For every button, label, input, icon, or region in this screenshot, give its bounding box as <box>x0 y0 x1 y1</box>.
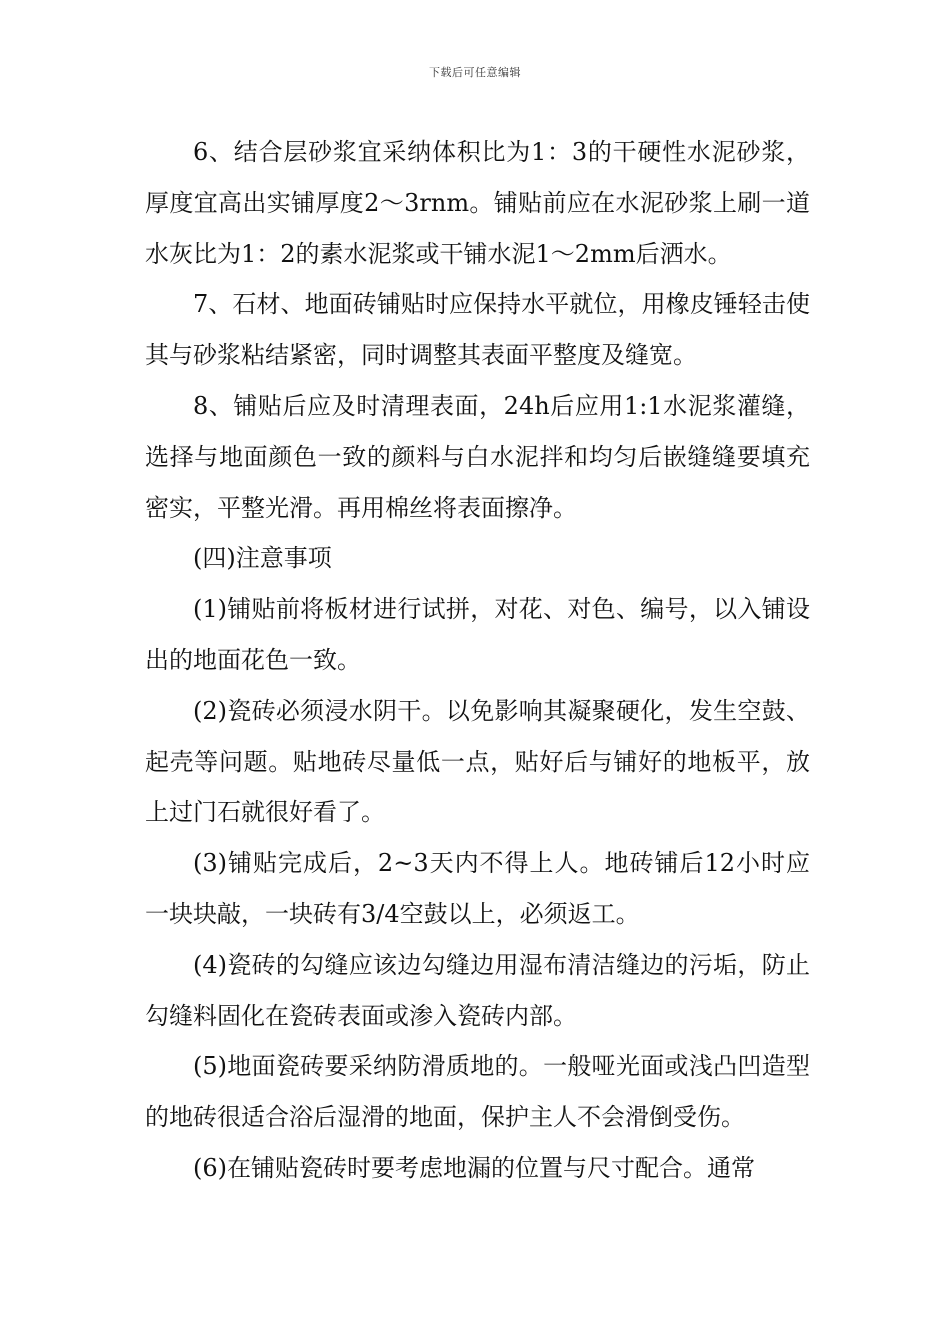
paragraph-8-cleaning-grouting: 8、铺贴后应及时清理表面，24h后应用1:1水泥浆灌缝，选择与地面颜色一致的颜料与白水泥拌和均匀后嵌缝缝要填充密实，平整光滑。再用棉丝将表面擦净。 <box>145 391 810 522</box>
precaution-3: (3)铺贴完成后，2~3天内不得上人。地砖铺后12小时应一块块敲，一块砖有3/4空鼓以上，必须返工。 <box>145 849 810 928</box>
paragraph-7-tile-laying: 7、石材、地面砖铺贴时应保持水平就位，用橡皮锤轻击使其与砂浆粘结紧密，同时调整其表面平整度及缝宽。 <box>145 290 810 370</box>
paragraph-6-mortar: 6、结合层砂浆宜采纳体积比为1：3的干硬性水泥砂浆，厚度宜高出实铺厚度2～3rnm。铺贴前应在水泥砂浆上刷一道水灰比为1：2的素水泥浆或干铺水泥1～2mm后洒水。 <box>145 138 810 268</box>
precaution-5: (5)地面瓷砖要采纳防滑质地的。一般哑光面或浅凸凹造型的地砖很适合浴后湿滑的地面，保护主人不会滑倒受伤。 <box>145 1052 810 1132</box>
section-heading-precautions: (四)注意事项 <box>193 544 332 573</box>
precaution-6: (6)在铺贴瓷砖时要考虑地漏的位置与尺寸配合。通常 <box>193 1153 755 1182</box>
page-header: 下载后可任意编辑 <box>429 66 521 79</box>
precaution-2: (2)瓷砖必须浸水阴干。以免影响其凝聚硬化，发生空鼓、起壳等问题。贴地砖尽量低一点，贴好后与铺好的地板平，放上过门石就很好看了。 <box>145 696 810 827</box>
document-body <box>145 127 810 1194</box>
precaution-4: (4)瓷砖的勾缝应该边勾缝边用湿布清洁缝边的污垢，防止勾缝料固化在瓷砖表面或渗入瓷砖内部。 <box>145 950 810 1030</box>
precaution-1: (1)铺贴前将板材进行试拼，对花、对色、编号，以入铺设出的地面花色一致。 <box>145 595 810 674</box>
